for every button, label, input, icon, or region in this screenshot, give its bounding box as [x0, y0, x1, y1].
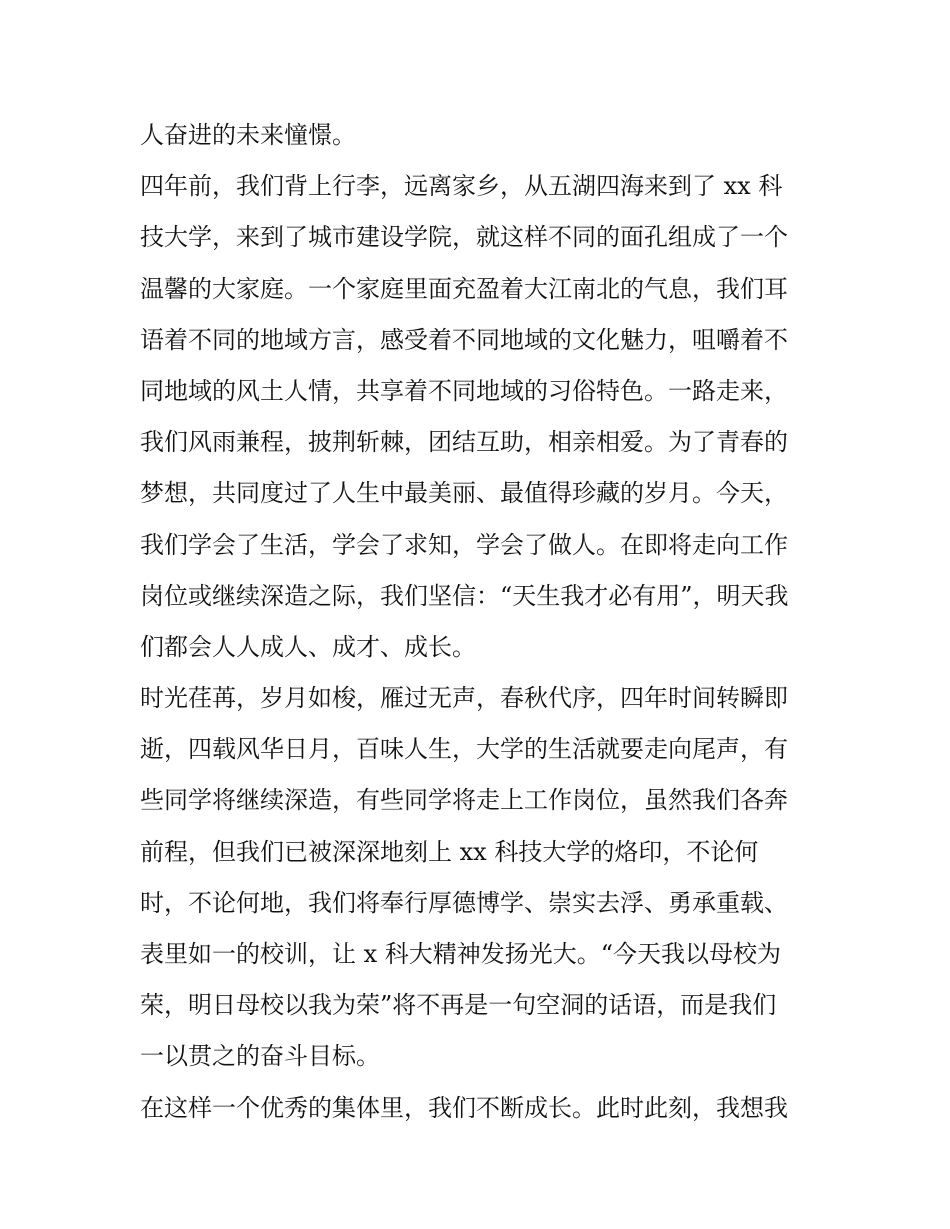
text-line: 些同学将继续深造，有些同学将走上工作岗位，虽然我们各奔 — [140, 786, 788, 815]
text-line: 我们学会了生活，学会了求知，学会了做人。在即将走向工作 — [140, 530, 788, 559]
text-line: 温馨的大家庭。一个家庭里面充盈着大江南北的气息，我们耳 — [140, 274, 788, 303]
text-line: 荣，明日母校以我为荣”将不再是一句空洞的话语，而是我们 — [140, 991, 777, 1020]
text-line: 时，不论何地，我们将奉行厚德博学、崇实去浮、勇承重载、 — [140, 888, 788, 917]
text-line: 人奋进的未来憧憬。 — [140, 121, 356, 149]
body-text — [140, 110, 820, 1134]
text-line: 梦想，共同度过了人生中最美丽、最值得珍藏的岁月。今天， — [140, 479, 788, 508]
text-line: 时光荏苒，岁月如梭，雁过无声，春秋代序，四年时间转瞬即 — [140, 684, 788, 713]
text-line: 同地域的风土人情，共享着不同地域的习俗特色。一路走来， — [140, 376, 788, 405]
text-line: 岗位或继续深造之际，我们坚信：“天生我才必有用”，明天我 — [140, 581, 789, 610]
text-line: 我们风雨兼程，披荆斩棘，团结互助，相亲相爱。为了青春的 — [140, 428, 788, 457]
text-line: 技大学，来到了城市建设学院，就这样不同的面孔组成了一个 — [140, 223, 788, 252]
text-line: 们都会人人成人、成才、成长。 — [140, 632, 476, 661]
text-line: 在这样一个优秀的集体里，我们不断成长。此时此刻，我想我 — [140, 1093, 788, 1122]
text-line: 前程，但我们已被深深地刻上 xx 科技大学的烙印，不论何 — [140, 837, 759, 866]
text-line: 逝，四载风华日月，百味人生，大学的生活就要走向尾声，有 — [140, 735, 788, 764]
text-line: 语着不同的地域方言，感受着不同地域的文化魅力，咀嚼着不 — [140, 325, 788, 354]
text-line: 一以贯之的奋斗目标。 — [140, 1042, 380, 1071]
text-line: 四年前，我们背上行李，远离家乡，从五湖四海来到了 xx 科 — [140, 172, 783, 201]
text-line: 表里如一的校训，让 x 科大精神发扬光大。“今天我以母校为 — [140, 940, 782, 968]
